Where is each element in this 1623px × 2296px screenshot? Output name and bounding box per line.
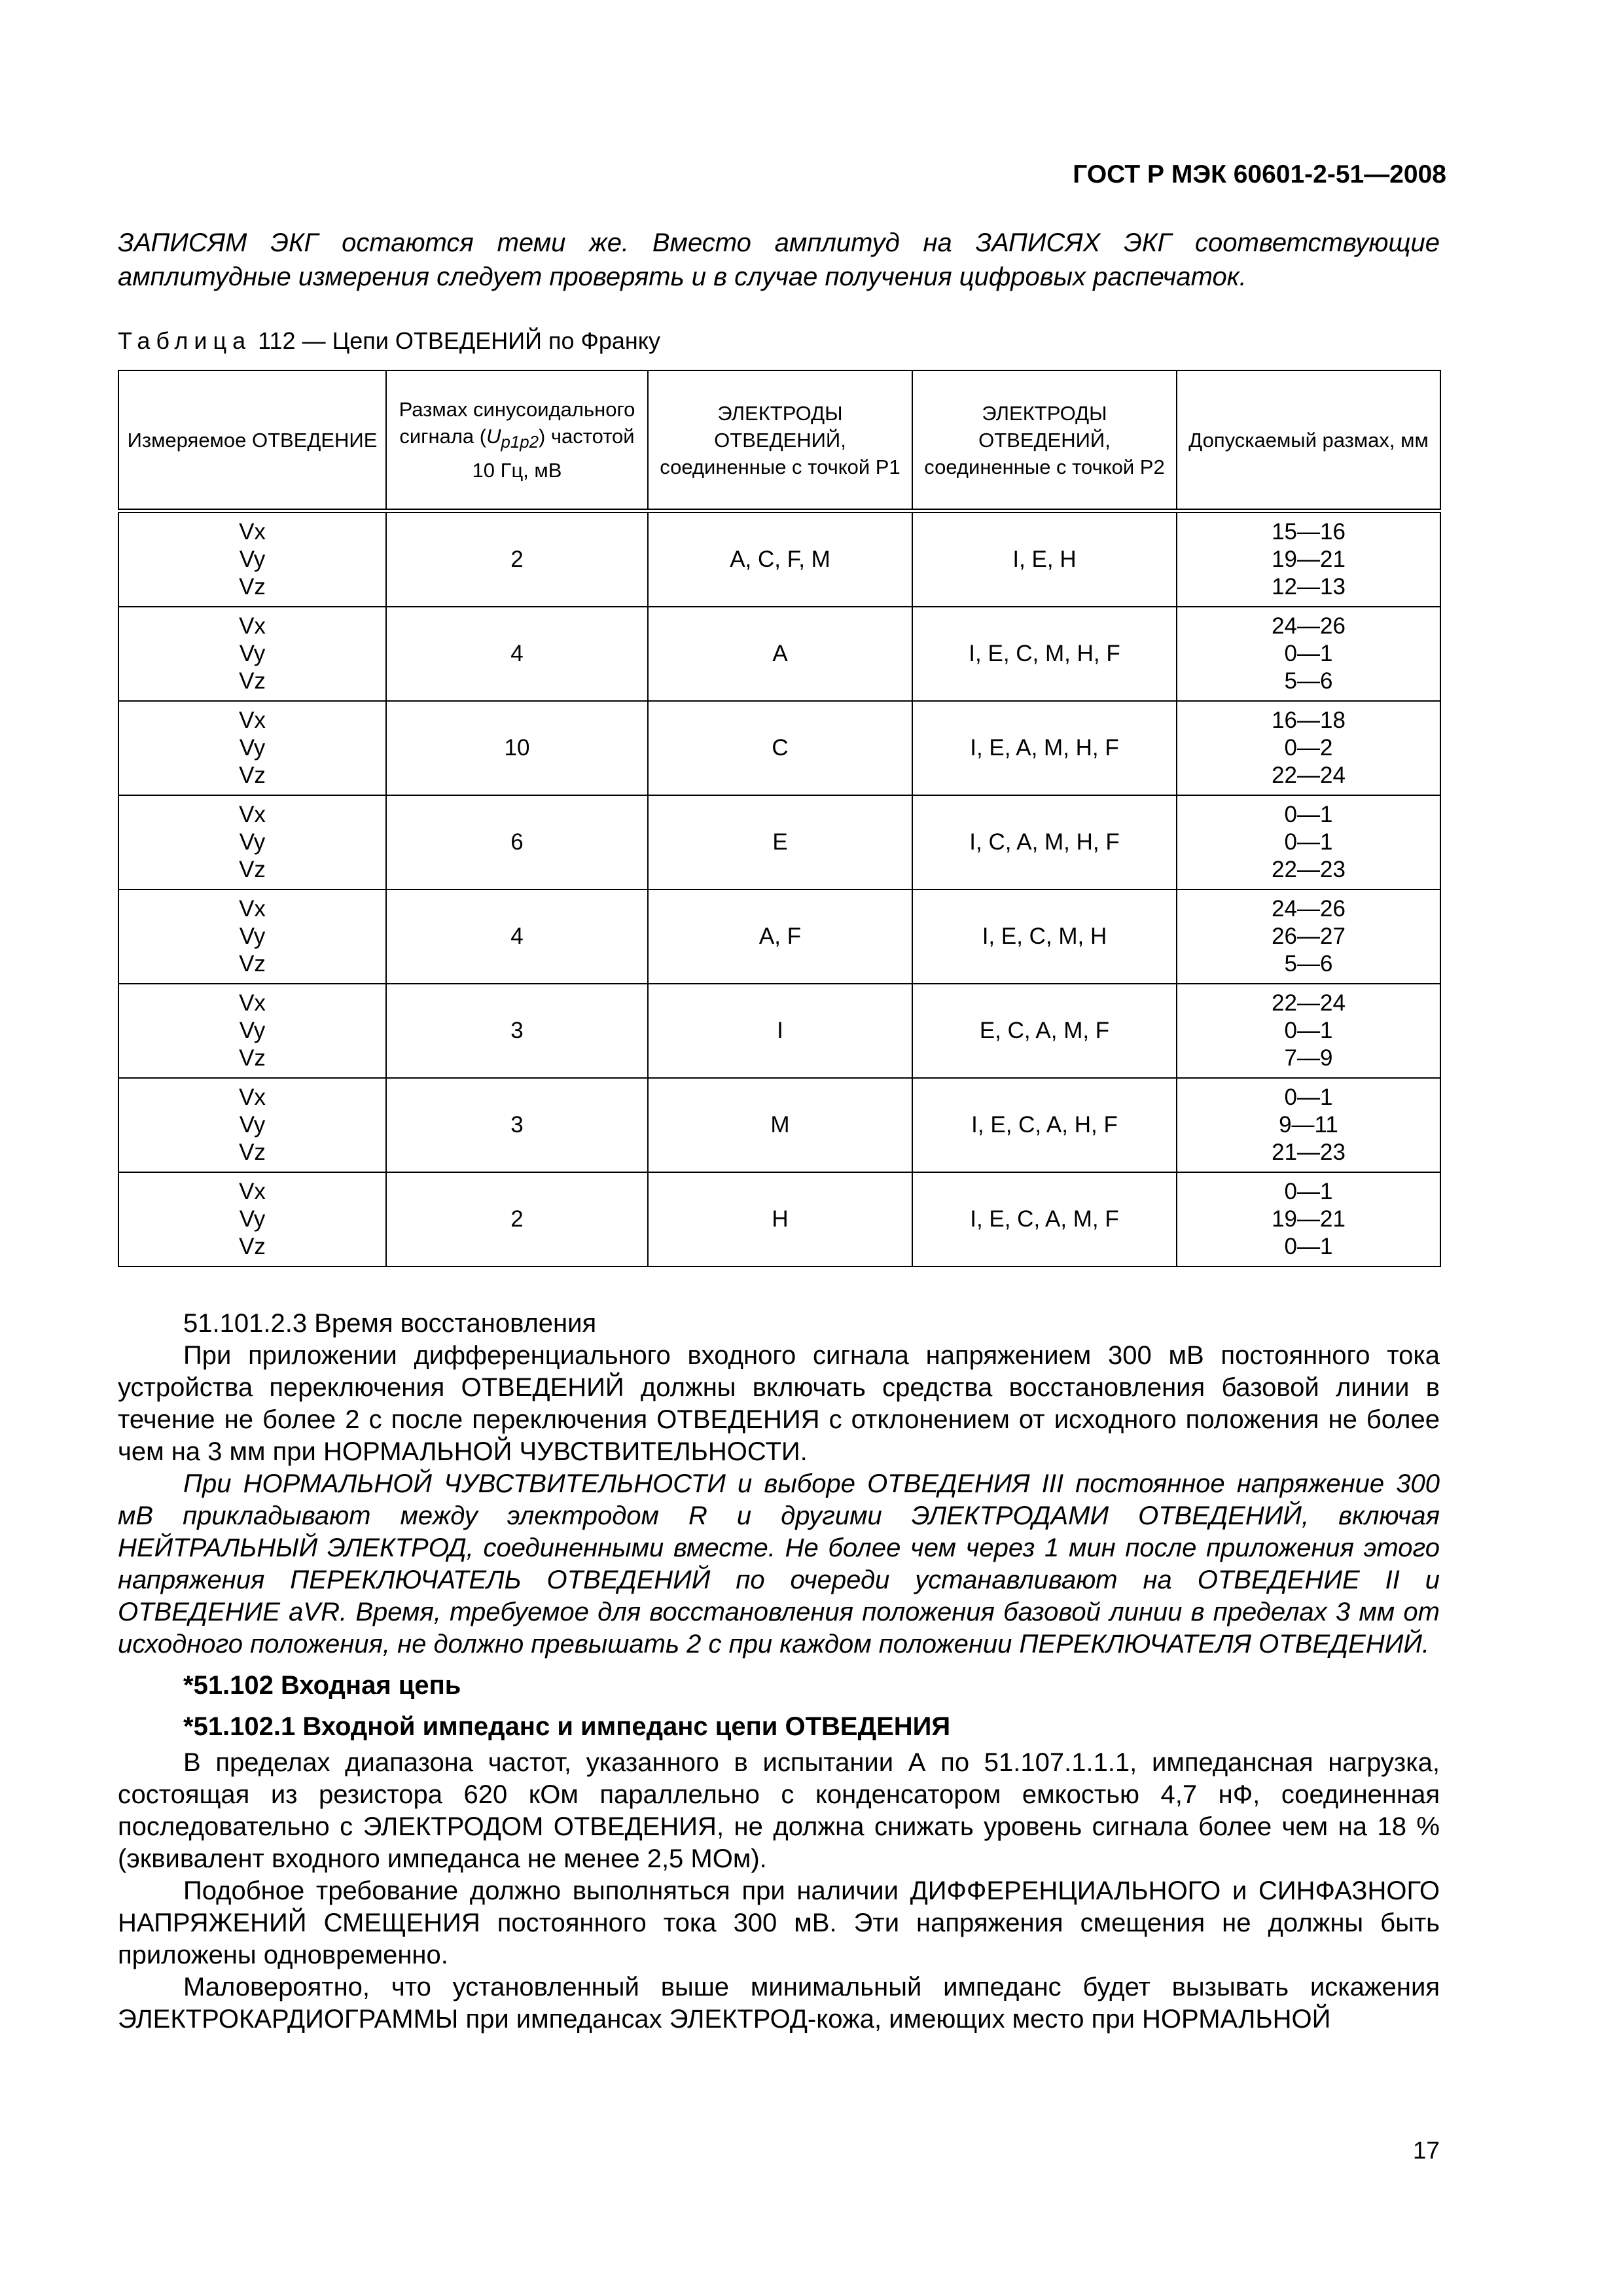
- range-value: 0—1: [1284, 829, 1333, 855]
- lead-label: Vx: [239, 613, 266, 639]
- table-row: [118, 984, 1440, 1078]
- cell-allowed-range: [1177, 795, 1440, 889]
- range-value: 22—24: [1272, 990, 1346, 1016]
- cell-amplitude: 4: [386, 889, 648, 984]
- cell-electrodes-p1: M: [648, 1078, 912, 1172]
- cell-electrodes-p2: I, E, C, M, H: [912, 889, 1177, 984]
- lead-label: Vz: [239, 574, 266, 600]
- range-value: 22—24: [1272, 762, 1346, 788]
- range-value: 15—16: [1272, 519, 1346, 545]
- lead-label: Vy: [239, 641, 266, 666]
- frank-leads-table: [118, 370, 1441, 1267]
- cell-allowed-range: [1177, 889, 1440, 984]
- lead-label: Vz: [239, 668, 266, 694]
- cell-amplitude: 6: [386, 795, 648, 889]
- cell-electrodes-p2: I, E, C, A, M, F: [912, 1172, 1177, 1266]
- lead-label: Vx: [239, 1085, 266, 1110]
- range-value: 21—23: [1272, 1139, 1346, 1165]
- cell-allowed-range: [1177, 984, 1440, 1078]
- cell-leads: [118, 795, 386, 889]
- cell-amplitude: 3: [386, 1078, 648, 1172]
- cell-electrodes-p1: A: [648, 607, 912, 701]
- lead-label: Vz: [239, 951, 266, 977]
- cell-leads: [118, 1078, 386, 1172]
- cell-electrodes-p2: E, C, A, M, F: [912, 984, 1177, 1078]
- cell-electrodes-p2: I, E, A, M, H, F: [912, 701, 1177, 795]
- paragraph-offset-voltages: Подобное требование должно выполняться при наличии ДИФФЕРЕНЦИАЛЬНОГО и СИНФАЗНОГО НАПРЯЖЕНИЙ СМЕЩЕНИЯ постоянного тока 300 мВ. Эти напряжения смещения не должны быть приложены одновременно.: [118, 1876, 1440, 1969]
- range-value: 0—1: [1284, 1234, 1333, 1259]
- range-value: 0—1: [1284, 1085, 1333, 1110]
- range-value: 12—13: [1272, 574, 1346, 600]
- table-caption: [118, 327, 660, 355]
- lead-label: Vz: [239, 762, 266, 788]
- lead-label: Vx: [239, 802, 266, 827]
- range-value: 24—26: [1272, 613, 1346, 639]
- cell-electrodes-p1: A, C, F, M: [648, 511, 912, 607]
- cell-electrodes-p1: I: [648, 984, 912, 1078]
- cell-amplitude: 10: [386, 701, 648, 795]
- lead-label: Vx: [239, 896, 266, 922]
- range-value: 24—26: [1272, 896, 1346, 922]
- cell-electrodes-p1: H: [648, 1172, 912, 1266]
- header-amplitude-symbol: U: [486, 425, 501, 448]
- cell-leads: [118, 701, 386, 795]
- table-row: [118, 701, 1440, 795]
- range-value: 5—6: [1284, 668, 1333, 694]
- lead-label: Vy: [239, 735, 266, 761]
- range-value: 19—21: [1272, 547, 1346, 572]
- lead-label: Vx: [239, 1179, 266, 1204]
- range-value: 19—21: [1272, 1206, 1346, 1232]
- range-value: 0—2: [1284, 735, 1333, 761]
- range-value: 0—1: [1284, 1018, 1333, 1043]
- lead-label: Vx: [239, 708, 266, 733]
- lead-label: Vz: [239, 1045, 266, 1071]
- header-amplitude-pre: Размах синусоидального сигнала (: [399, 398, 635, 448]
- cell-allowed-range: [1177, 607, 1440, 701]
- table-row: [118, 1078, 1440, 1172]
- cell-allowed-range: [1177, 1078, 1440, 1172]
- paragraph-recovery-requirement: При приложении дифференциального входного сигнала напряжением 300 мВ постоянного тока устройства переключения ОТВЕДЕНИЙ должны включать средства восстановления базовой линии в течение не более 2 с после переключения ОТВЕДЕНИЯ с отклонением от исходного положения не более чем на 3 мм при НОРМАЛЬНОЙ ЧУВСТВИТЕЛЬНОСТИ.: [118, 1341, 1440, 1466]
- range-value: 0—1: [1284, 802, 1333, 827]
- cell-amplitude: 2: [386, 511, 648, 607]
- range-value: 16—18: [1272, 708, 1346, 733]
- paragraph-distortion: Маловероятно, что установленный выше минимальный импеданс будет вызывать искажения ЭЛЕКТРОКАРДИОГРАММЫ при импедансах ЭЛЕКТРОД-кожа, имеющих место при НОРМАЛЬНОЙ: [118, 1973, 1440, 2034]
- cell-leads: [118, 1172, 386, 1266]
- cell-electrodes-p2: I, E, C, M, H, F: [912, 607, 1177, 701]
- cell-allowed-range: [1177, 511, 1440, 607]
- document-header: ГОСТ Р МЭК 60601-2-51—2008: [1073, 160, 1446, 188]
- cell-leads: [118, 984, 386, 1078]
- lead-label: Vy: [239, 924, 266, 949]
- cell-electrodes-p1: A, F: [648, 889, 912, 984]
- table-row: [118, 889, 1440, 984]
- lead-label: Vz: [239, 1234, 266, 1259]
- header-electrodes-p1: ЭЛЕКТРОДЫ ОТВЕДЕНИЙ, соединенные с точкой P1: [648, 370, 912, 511]
- heading-51-102: *51.102 Входная цепь: [183, 1671, 461, 1700]
- cell-leads: [118, 607, 386, 701]
- range-value: 0—1: [1284, 1179, 1333, 1204]
- cell-amplitude: 2: [386, 1172, 648, 1266]
- header-measured-lead: Измеряемое ОТВЕДЕНИЕ: [118, 370, 386, 511]
- lead-label: Vy: [239, 829, 266, 855]
- header-electrodes-p2: ЭЛЕКТРОДЫ ОТВЕДЕНИЙ, соединенные с точкой P2: [912, 370, 1177, 511]
- cell-amplitude: 3: [386, 984, 648, 1078]
- header-allowed-range: Допускаемый размах, мм: [1177, 370, 1440, 511]
- range-value: 5—6: [1284, 951, 1333, 977]
- page-number: 17: [1412, 2137, 1440, 2164]
- range-value: 7—9: [1284, 1045, 1333, 1071]
- table-row: [118, 795, 1440, 889]
- cell-leads: [118, 511, 386, 607]
- body-text: [118, 1308, 1440, 2036]
- intro-paragraph: ЗАПИСЯМ ЭКГ остаются теми же. Вместо амплитуд на ЗАПИСЯХ ЭКГ соответствующие амплитудные измерения следует проверять и в случае получения цифровых распечаток.: [118, 228, 1440, 291]
- paragraph-input-impedance: В пределах диапазона частот, указанного в испытании А по 51.107.1.1.1, импедансная нагрузка, состоящая из резистора 620 кОм параллельно с конденсатором емкостью 4,7 нФ, соединенная последовательно с ЭЛЕКТРОДОМ ОТВЕДЕНИЯ, не должна снижать уровень сигнала более чем на 18 % (эквивалент входного импеданса не менее 2,5 МОм).: [118, 1748, 1440, 1873]
- lead-label: Vz: [239, 1139, 266, 1165]
- heading-51-102-1: *51.102.1 Входной импеданс и импеданс цепи ОТВЕДЕНИЯ: [183, 1712, 951, 1741]
- table-caption-text: 112 — Цепи ОТВЕДЕНИЙ по Франку: [258, 327, 660, 354]
- cell-electrodes-p2: I, E, H: [912, 511, 1177, 607]
- header-amplitude-subscript: p1p2: [501, 433, 539, 452]
- table-header-row: [118, 370, 1440, 511]
- table-caption-prefix: Таблица: [118, 327, 252, 354]
- paragraph-recovery-test: При НОРМАЛЬНОЙ ЧУВСТВИТЕЛЬНОСТИ и выборе ОТВЕДЕНИЯ III постоянное напряжение 300 мВ прикладывают между электродом R и другими ЭЛЕКТРОДАМИ ОТВЕДЕНИЙ, включая НЕЙТРАЛЬНЫЙ ЭЛЕКТРОД, соединенными вместе. Не более чем через 1 мин после приложения этого напряжения ПЕРЕКЛЮЧАТЕЛЬ ОТВЕДЕНИЙ по очереди устанавливают на ОТВЕДЕНИЕ II и ОТВЕДЕНИЕ aVR. Время, требуемое для восстановления положения базовой линии в пределах 3 мм от исходного положения, не должно превышать 2 с при каждом положении ПЕРЕКЛЮЧАТЕЛЯ ОТВЕДЕНИЙ.: [118, 1469, 1440, 1659]
- cell-leads: [118, 889, 386, 984]
- lead-label: Vy: [239, 1206, 266, 1232]
- header-amplitude: [386, 370, 648, 511]
- range-value: 22—23: [1272, 857, 1346, 882]
- cell-allowed-range: [1177, 1172, 1440, 1266]
- lead-label: Vy: [239, 1112, 266, 1138]
- table-row: [118, 607, 1440, 701]
- cell-allowed-range: [1177, 701, 1440, 795]
- table-row: [118, 1172, 1440, 1266]
- lead-label: Vy: [239, 1018, 266, 1043]
- section-title-51-101-2-3: 51.101.2.3 Время восстановления: [183, 1309, 597, 1338]
- header-amplitude-post: ) частотой 10 Гц, мВ: [472, 425, 635, 482]
- lead-label: Vx: [239, 519, 266, 545]
- table-row: [118, 511, 1440, 607]
- cell-electrodes-p2: I, C, A, M, H, F: [912, 795, 1177, 889]
- cell-electrodes-p2: I, E, C, A, H, F: [912, 1078, 1177, 1172]
- range-value: 26—27: [1272, 924, 1346, 949]
- lead-label: Vx: [239, 990, 266, 1016]
- range-value: 9—11: [1279, 1112, 1338, 1138]
- lead-label: Vz: [239, 857, 266, 882]
- cell-electrodes-p1: C: [648, 701, 912, 795]
- range-value: 0—1: [1284, 641, 1333, 666]
- lead-label: Vy: [239, 547, 266, 572]
- cell-electrodes-p1: E: [648, 795, 912, 889]
- table-body: [118, 511, 1440, 1267]
- cell-amplitude: 4: [386, 607, 648, 701]
